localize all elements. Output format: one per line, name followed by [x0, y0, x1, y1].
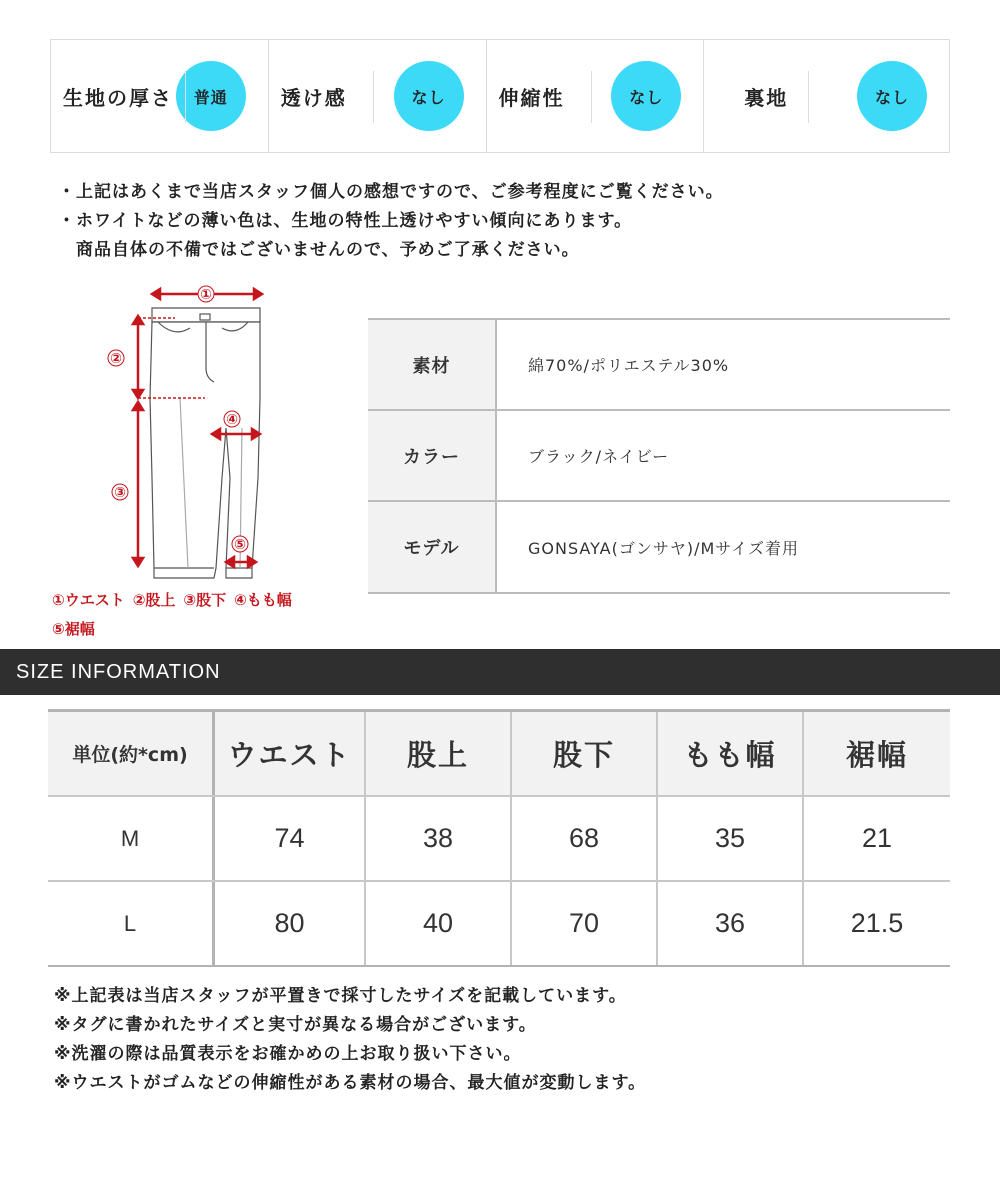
column-header-inseam: 股下 [512, 712, 658, 795]
table-cell: 35 [658, 797, 804, 880]
marker-inseam: ③ [114, 485, 126, 501]
size-footnotes [54, 982, 646, 1098]
marker-waist: ① [200, 287, 212, 303]
size-information-banner: SIZE INFORMATION [0, 649, 1000, 695]
table-cell: 36 [658, 882, 804, 965]
column-header-rise: 股上 [366, 712, 512, 795]
feature-badge: 普通 [176, 61, 246, 131]
footnote-line: ※上記表は当店スタッフが平置きで採寸したサイズを記載しています。 [54, 986, 627, 1006]
spec-value: 綿70%/ポリエステル30% [528, 356, 730, 375]
size-table-header [48, 712, 950, 795]
footnote-line: ※ウエストがゴムなどの伸縮性がある素材の場合、最大値が変動します。 [54, 1073, 647, 1093]
spec-value: GONSAYA(ゴンサヤ)/Mサイズ着用 [528, 538, 799, 558]
marker-rise: ② [110, 351, 122, 367]
note-line: ・ホワイトなどの薄い色は、生地の特性上透けやすい傾向にあります。 [58, 211, 633, 231]
table-cell: 74 [215, 797, 366, 880]
note-line: ・上記はあくまで当店スタッフ個人の感想ですので、ご参考程度にご覧ください。 [58, 182, 724, 202]
feature-stretch [487, 40, 705, 152]
feature-badge: なし [857, 61, 927, 131]
footnote-line: ※洗濯の際は品質表示をお確かめの上お取り扱い下さい。 [54, 1044, 522, 1064]
feature-label: 透け感 [280, 85, 347, 110]
column-header-hem: 裾幅 [845, 738, 908, 772]
marker-hem: ⑤ [234, 537, 246, 553]
feature-transparency [269, 40, 487, 152]
spec-table [368, 318, 950, 594]
divider [373, 71, 374, 123]
column-header-thigh: もも幅 [658, 712, 804, 795]
spec-key: モデル [368, 502, 497, 592]
table-row [48, 880, 950, 965]
column-header-unit: 単位(約*cm) [48, 712, 215, 795]
note-line: 商品自体の不備ではございませんので、予めご了承ください。 [76, 240, 580, 260]
table-cell: 80 [215, 882, 366, 965]
spec-row-color [368, 411, 950, 502]
size-label: M [48, 797, 215, 880]
feature-thickness [51, 40, 269, 152]
legend-item: ③股下 [183, 591, 227, 609]
divider [808, 71, 809, 123]
table-cell: 21.5 [850, 908, 904, 938]
marker-thigh: ④ [226, 412, 238, 428]
fabric-feature-strip [50, 39, 950, 153]
table-cell: 38 [366, 797, 512, 880]
legend-item: ②股上 [132, 591, 176, 609]
table-cell: 40 [366, 882, 512, 965]
column-header-waist: ウエスト [215, 712, 366, 795]
legend-item: ⑤裾幅 [52, 620, 95, 638]
feature-label: 裏地 [744, 85, 789, 110]
spec-value: ブラック/ネイビー [528, 447, 670, 466]
spec-key: 素材 [368, 320, 497, 409]
legend-item: ④もも幅 [234, 591, 292, 609]
footnote-line: ※タグに書かれたサイズと実寸が異なる場合がございます。 [54, 1015, 537, 1035]
spec-row-material [368, 320, 950, 411]
table-row [48, 795, 950, 880]
table-cell: 70 [512, 882, 658, 965]
divider [185, 71, 186, 123]
feature-badge: なし [394, 61, 464, 131]
feature-label: 生地の厚さ [63, 85, 173, 110]
measurement-legend [52, 586, 362, 644]
legend-item: ①ウエスト [52, 591, 125, 609]
size-label: L [48, 882, 215, 965]
feature-badge: なし [611, 61, 681, 131]
size-table [48, 709, 950, 967]
table-cell: 21 [861, 823, 893, 853]
divider [591, 71, 592, 123]
table-cell: 68 [512, 797, 658, 880]
spec-row-model [368, 502, 950, 594]
feature-lining [704, 40, 949, 152]
fabric-notes [58, 178, 724, 265]
feature-label: 伸縮性 [498, 85, 565, 110]
spec-key: カラー [368, 411, 497, 500]
